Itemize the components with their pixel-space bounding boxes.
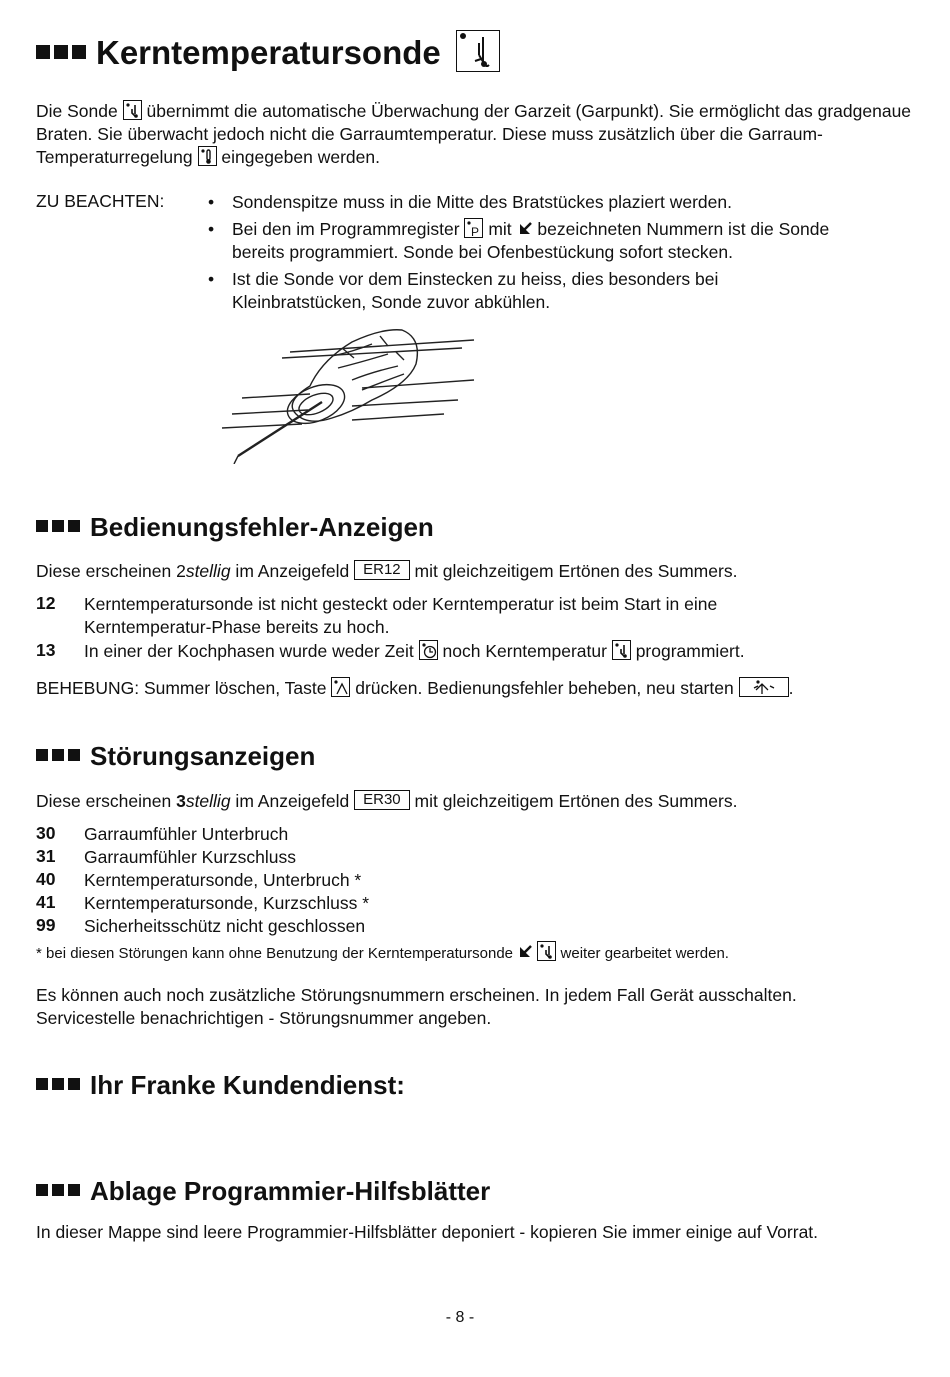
display-field: ER12 [354,560,410,580]
list-item: • Bei den im Programmregister P mit bezeichneten Nummern ist die Sonde bereits programmiert. Sonde bei Ofenbestückung sofort stecken. [208,218,848,264]
clock-icon [419,640,438,660]
core-probe-icon [612,640,631,660]
svg-text:P: P [471,225,480,239]
start-key-icon[interactable] [739,677,789,697]
operating-errors-intro: Diese erscheinen 2stellig im Anzeigefeld ER12 mit gleichzeitigem Ertönen des Summers. [36,561,738,581]
fault-code: 30 [36,823,56,843]
list-item: • Sondenspitze muss in die Mitte des Bratstückes plaziert werden. [208,191,848,214]
error-code: 12 [36,593,56,613]
fault-code: 40 [36,869,56,889]
fault-description: Garraumfühler Unterbruch [84,824,289,844]
fault-footnote: * bei diesen Störungen kann ohne Benutzung der Kerntemperatursonde weiter gearbeitet werden. [36,941,729,962]
list-item: • Ist die Sonde vor dem Einstecken zu heiss, dies besonders bei Kleinbratstücken, Sonde zuvor abkühlen. [208,268,848,314]
error-description: Kerntemperatursonde ist nicht gesteckt oder Kerntemperatur ist beim Start in eine Kerntemperatur-Phase bereits zu hoch. [84,594,718,637]
core-probe-icon [537,941,556,961]
filing-heading: Ablage Programmier-Hilfsblätter [36,1176,490,1207]
page-title: Kerntemperatursonde [96,34,441,71]
page-number: - 8 - [445,1309,475,1326]
probe-arrow-icon [517,945,533,959]
core-probe-icon [456,30,500,72]
faults-heading: Störungsanzeigen [36,741,315,772]
display-field: ER30 [354,790,410,810]
notes-list [208,191,848,318]
buzzer-key-icon[interactable] [331,677,350,697]
fault-description: Sicherheitsschütz nicht geschlossen [84,916,366,936]
heading-bullets [36,31,90,69]
service-heading: Ihr Franke Kundendienst: [36,1070,405,1101]
error-description: In einer der Kochphasen wurde weder Zeit noch Kerntemperatur programmiert. [84,641,745,661]
intro-paragraph: Die Sonde übernimmt die automatische Überwachung der Garzeit (Garpunkt). Sie ermöglicht das gradgenaue Braten. Sie überwacht jedoch nicht die Garraumtemperatur. Diese muss zusätzlich über die Garraum-Temperaturregelung eingegeben werden. [36,101,912,167]
core-probe-icon [123,100,142,120]
fault-description: Kerntemperatursonde, Unterbruch * [84,870,362,890]
program-register-icon [464,218,483,238]
fix-instructions: BEHEBUNG: Summer löschen, Taste drücken. Bedienungsfehler beheben, neu starten . [36,678,794,698]
roast-with-probe-illustration [212,322,492,464]
fault-code: 99 [36,915,56,935]
notes-label: ZU BEACHTEN: [36,191,165,211]
error-code: 13 [36,640,56,660]
faults-intro: Diese erscheinen 3stellig im Anzeigefeld ER30 mit gleichzeitigem Ertönen des Summers. [36,791,738,811]
operating-errors-heading: Bedienungsfehler-Anzeigen [36,512,434,543]
oven-temperature-icon [198,146,217,166]
filing-text: In dieser Mappe sind leere Programmier-Hilfsblätter deponiert - kopieren Sie immer einige auf Vorrat. [36,1222,819,1242]
fault-code: 41 [36,892,56,912]
faults-extra-text: Es können auch noch zusätzliche Störungsnummern erscheinen. In jedem Fall Gerät ausschalten. Servicestelle benachrichtigen - Störungsnummer angeben. [36,985,797,1028]
probe-arrow-icon [517,222,533,236]
fault-description: Garraumfühler Kurzschluss [84,847,297,867]
fault-description: Kerntemperatursonde, Kurzschluss * [84,893,369,913]
fault-code: 31 [36,846,56,866]
page-title-row [36,30,500,72]
